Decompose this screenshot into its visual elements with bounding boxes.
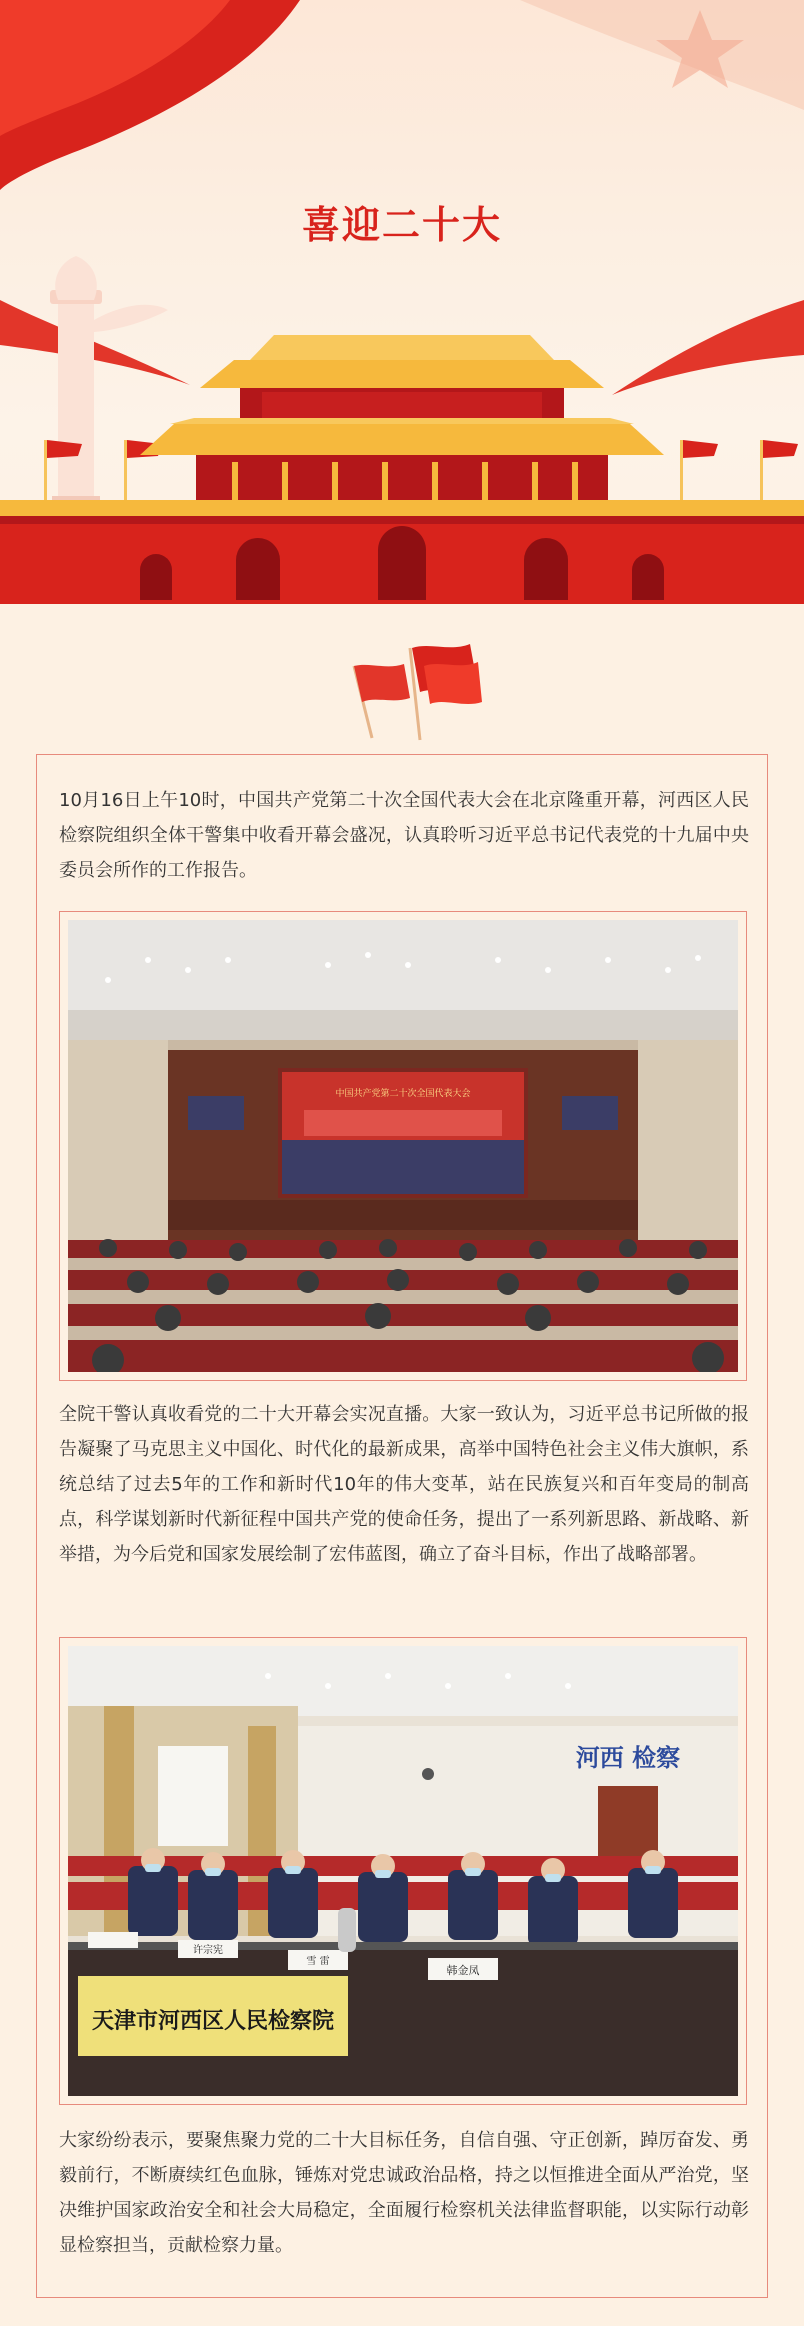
article-paragraph-2: 全院干警认真收看党的二十大开幕会实况直播。大家一致认为，习近平总书记所做的报告凝聚了马克思主义中国化、时代化的最新成果，高举中国特色社会主义伟大旗帜，系统总结了过去5年的工作和新时代10年的伟大变革，站在民族复兴和百年变局的制高点，科学谋划新时代新征程中国共产党的使命任务，提出了一系列新思路、新战略、新举措，为今后党和国家发展绘制了宏伟蓝图，确立了奋斗目标，作出了战略部署。 — [59, 1404, 749, 1565]
article-paragraph-3: 大家纷纷表示，要聚焦聚力党的二十大目标任务，自信自强、守正创新，踔厉奋发、勇毅前行，不断赓续红色血脉，锤炼对党忠诚政治品格，持之以恒推进全面从严治党，坚决维护国家政治安全和社会大局稳定，全面履行检察机关法律监督职能，以实际行动彰显检察担当，贡献检察力量。 — [59, 2130, 749, 2256]
photo-leadership — [59, 1637, 747, 2105]
auditorium-photo — [68, 920, 738, 1372]
wall-sign: 河西 检察 — [575, 1744, 681, 1772]
red-flags-icon — [320, 636, 490, 746]
header-banner — [0, 0, 804, 610]
name-plate-3: 许宗宪 — [193, 1945, 223, 1956]
leadership-photo — [68, 1646, 738, 2096]
photo-auditorium — [59, 911, 747, 1381]
article-paragraph-1: 10月16日上午10时，中国共产党第二十次全国代表大会在北京隆重开幕，河西区人民检察院组织全体干警集中收看开幕会盛况，认真聆听习近平总书记代表党的十九届中央委员会所作的工作报告。 — [59, 790, 749, 881]
page-title: 喜迎二十大 — [301, 203, 502, 247]
name-plate-1: 韩金凤 — [446, 1964, 480, 1977]
desk-sign: 天津市河西区人民检察院 — [91, 2008, 335, 2034]
tiananmen-illustration — [0, 0, 804, 610]
name-plate-2: 雪 雷 — [306, 1956, 330, 1967]
screen-caption: 中国共产党第二十次全国代表大会 — [335, 1089, 471, 1099]
article-frame — [36, 754, 768, 2298]
